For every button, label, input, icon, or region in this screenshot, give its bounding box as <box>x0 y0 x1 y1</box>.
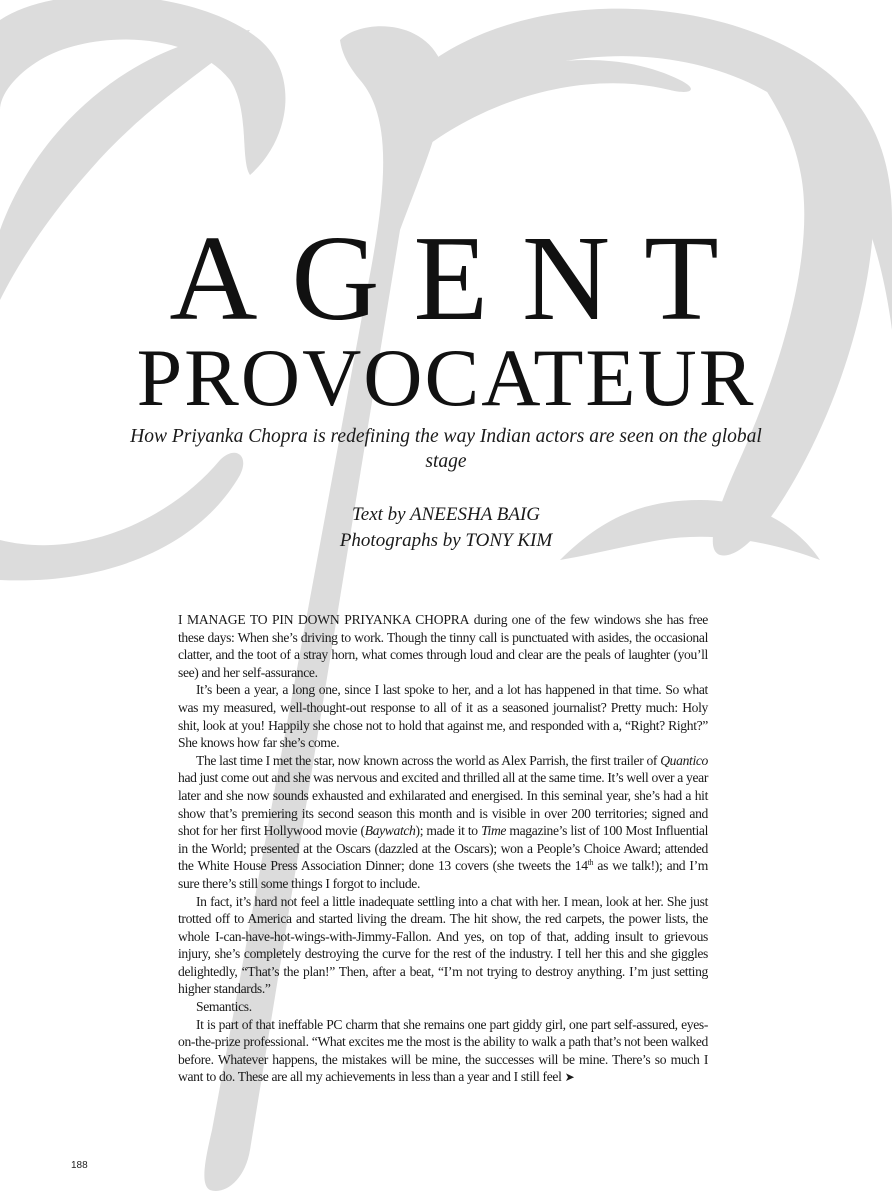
page-number: 188 <box>71 1160 88 1171</box>
byline <box>0 502 892 554</box>
body-paragraph-1 <box>178 611 708 681</box>
body-paragraph-3-text-d: magazine’s list of 100 Most Influential in the World; presented at the Oscars (dazzled at the Oscars); won a People’s Choice Award; attended the White House Press Association Dinner; done 13 covers (she tweets the 14 <box>178 823 709 874</box>
body-paragraph-3-text-a: The last time I met the star, now known across the world as Alex Parrish, the first trailer of <box>196 752 661 768</box>
body-paragraph-3-text-b: had just come out and she was nervous and excited and thrilled all at the same time. It’s well over a year later and she now sounds exhausted and exhilarated and energised. In this seminal year, she’s had a hit show that’s premiering its second season this month and is visible in over 200 territories; signed and shot for her first Hollywood movie ( <box>178 770 708 839</box>
ordinal-suffix: th <box>587 858 594 868</box>
article-body <box>178 611 708 1087</box>
magazine-title-time: Time <box>481 823 507 839</box>
continue-arrow-icon: ➤ <box>564 1070 575 1085</box>
article-dek: How Priyanka Chopra is redefining the way Indian actors are seen on the global stage <box>130 426 762 472</box>
movie-title-baywatch: Baywatch <box>364 823 416 839</box>
text-credit: Text by ANEESHA BAIG <box>351 504 541 525</box>
body-paragraph-6 <box>178 1016 708 1087</box>
photo-credit: Photographs by TONY KIM <box>339 530 553 551</box>
headline-line-1: AGENT <box>169 211 753 346</box>
body-paragraph-3-text-c: ); made it to <box>415 823 482 839</box>
body-paragraph-3 <box>178 752 708 893</box>
body-paragraph-2: It’s been a year, a long one, since I last spoke to her, and a lot has happened in that time. So what was my measured, well-thought-out response to all of it as a seasoned journalist? Pretty much: Holy shit, look at you! Happily she chose not to hold that against me, and responded with a, “Right? Right?” She knows how far she’s come. <box>178 682 708 751</box>
body-paragraph-5: Semantics. <box>196 999 252 1015</box>
body-paragraph-6-text: It is part of that ineffable PC charm that she remains one part giddy girl, one part self-assured, eyes-on-the-prize professional. “What excites me the most is the ability to walk a path that’s not been walked before. Whatever happens, the mistakes will be mine, the successes will be mine. There’s so much I want to do. These are all my achievements in less than a year and I still feel <box>178 1016 708 1085</box>
body-paragraph-1-text: during one of the few windows she has free these days: When she’s driving to work. Though the tinny call is punctuated with asides, the occasional clatter, and the toot of a stray horn, what comes through loud and clear are the peals of laughter (you’ll see) and her self-assurance. <box>178 612 708 680</box>
body-paragraph-4: In fact, it’s hard not feel a little inadequate settling into a chat with her. I mean, look at her. She just trotted off to America and started living the dream. The hit show, the red carpets, the power lists, the whole I-can-have-hot-wings-with-Jimmy-Fallon. And yes, on top of that, adding insult to grievous injury, she’s completely destroying the curve for the rest of the industry. I tell her this and she giggles delightedly, “That’s the plan!” Then, after a beat, “I’m not trying to destroy anything. I’m just setting higher standards.” <box>178 893 708 997</box>
show-title-quantico: Quantico <box>660 752 708 768</box>
lead-in-caps: I MANAGE TO PIN DOWN PRIYANKA CHOPRA <box>178 612 470 627</box>
body-paragraph-3-text-e: as we talk!); and I’m sure there’s still some things I forgot to include. <box>178 858 709 891</box>
headline-line-2: PROVOCATEUR <box>136 332 756 423</box>
